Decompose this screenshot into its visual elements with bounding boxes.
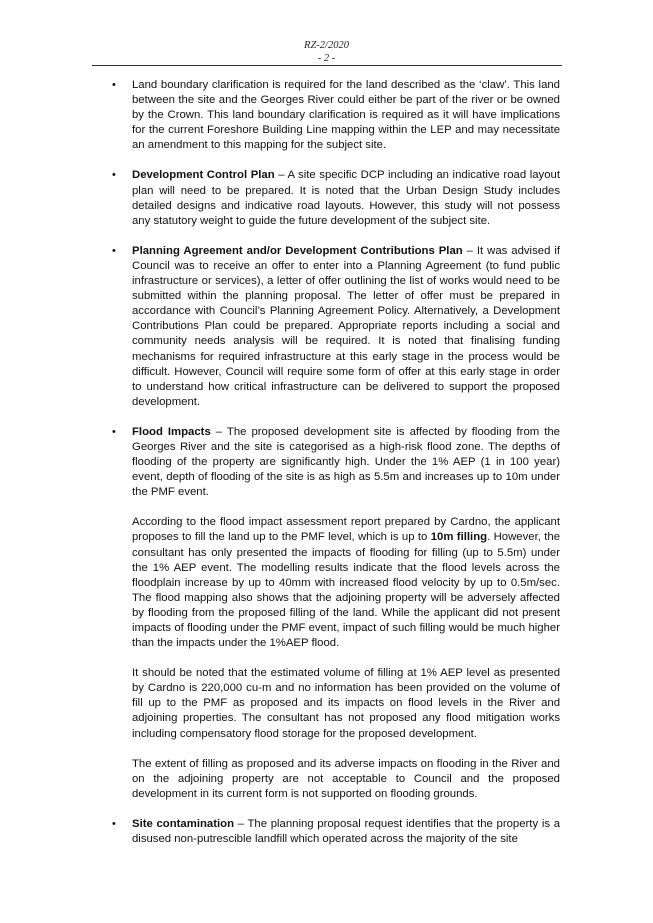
flood-paragraph: According to the flood impact assessment report prepared by Cardno, the applicant proposes to fill the land up to the PMF level, which is up to 10m filling. However, the consultant has only presented the impacts of flooding for filling (up to 5.5m) under the 1% AEP event. The modelling results indicate that the flood levels across the floodplain increase by up to 40mm with increased flood velocity by up to 0.5m/sec. The flood mapping also shows that the adjoining property will be adversely affected by flooding from the proposed filling of the land. While the applicant did not present impacts of flooding under the PMF event, impact of such filling would be much higher than the impacts under the 1%AEP flood. [132, 516, 561, 650]
list-item [112, 78, 560, 153]
emphasis-text: 10m filling [430, 531, 488, 544]
document-reference: RZ-2/2020 [304, 40, 349, 51]
bullet-icon: • [112, 79, 116, 91]
list-item [112, 244, 560, 410]
bullet-icon: • [112, 169, 116, 182]
list-item [112, 168, 560, 228]
header-rule [92, 65, 562, 66]
bullet-icon: • [112, 817, 116, 830]
document-body [112, 78, 560, 862]
item-text: – It was advised if Council was to receive an offer to enter into a Planning Agreement (to fund public infrastructure or services), a letter of offer outlining the list of works would need to be submitted within the planning proposal. The letter of offer must be prepared in accordance with Council’s Planning Agreement Policy. Alternatively, a Development Contributions Plan could be prepared. Appropriate reports including a social and community needs analysis will be required. It is noted that finalising funding mechanisms for required infrastructure at this early stage in the process would be difficult. However, Council will require some form of offer at this early stage in order to understand how critical infrastructure can be delivered to support the proposed development. [132, 244, 560, 408]
item-heading: Flood Impacts [132, 425, 211, 438]
page-header [0, 39, 653, 65]
item-heading: Planning Agreement and/or Development Contributions Plan [132, 244, 463, 257]
item-heading: Development Control Plan [132, 169, 275, 182]
item-text: – A site specific DCP including an indicative road layout plan will need to be prepared. It is noted that the Urban Design Study includes detailed designs and indicative road layouts. However, this study will not possess any statutory weight to guide the future development of the subject site. [132, 169, 560, 227]
list-item [112, 817, 560, 847]
item-text: – The planning proposal request identifies that the property is a disused non-putrescible landfill which operated across the majority of the site [132, 817, 560, 846]
item-text: Land boundary clarification is required for the land described as the ‘claw’. This land between the site and the Georges River could either be part of the river or be owned by the Crown. This land boundary clarification is required as it will have implications for the current Foreshore Building Line mapping within the LEP and may necessitate an amendment to this mapping for the subject site. [132, 79, 560, 152]
page-number: - 2 - [317, 53, 336, 64]
item-heading: Site contamination [132, 817, 235, 830]
flood-paragraph: It should be noted that the estimated volume of filling at 1% AEP level as presented by Cardno is 220,000 cu-m and no information has been provided on the volume of fill up to the PMF as proposed and its impacts on flood levels in the River and adjoining properties. The consultant has not proposed any flood mitigation works including compensatory flood storage for the proposed development. [132, 667, 560, 740]
list-item [112, 425, 560, 802]
bullet-icon: • [112, 244, 116, 257]
bullet-icon: • [112, 425, 116, 438]
item-text: – The proposed development site is affected by flooding from the Georges River and the site is categorised as a high-risk flood zone. The depths of flooding of the property are significantly high. Under the 1% AEP (1 in 100 year) event, depth of flooding of the site is as high as 5.5m and increases up to 10m under the PMF event. [132, 425, 560, 499]
flood-paragraph: The extent of filling as proposed and its adverse impacts on flooding in the River and on the adjoining property are not acceptable to Council and the proposed development in its current form is not supported on flooding grounds. [132, 757, 560, 800]
